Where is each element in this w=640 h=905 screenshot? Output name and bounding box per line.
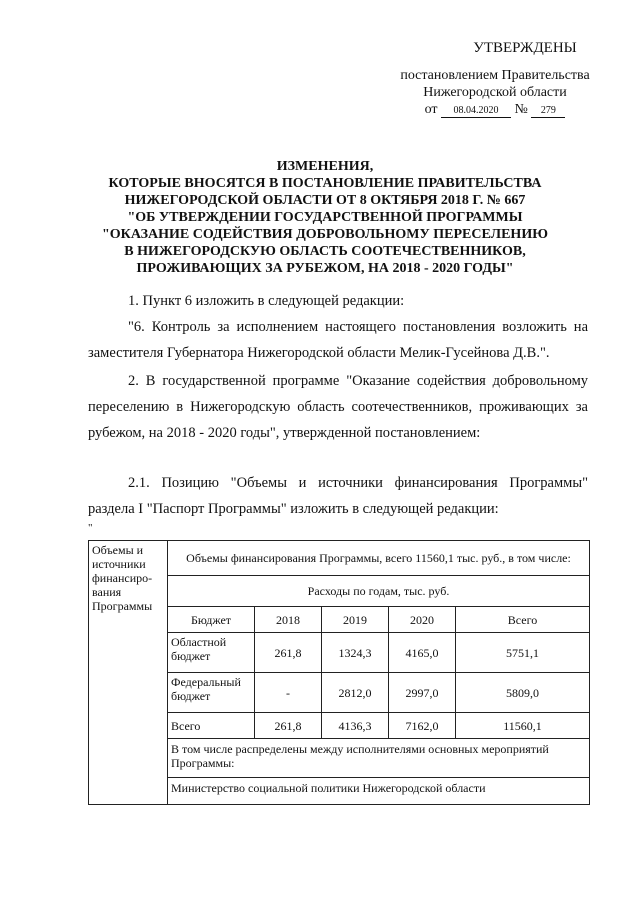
title-line: "ОБ УТВЕРЖДЕНИИ ГОСУДАРСТВЕННОЙ ПРОГРАММЫ: [127, 210, 523, 225]
paragraph-4: 2.1. Позицию "Объемы и источники финансирования Программы" раздела I "Паспорт Программы" изложить в следующей редакции:: [88, 475, 588, 517]
row-label: Федеральный бюджет: [168, 673, 255, 713]
table-note: В том числе распределены между исполнителями основных мероприятий Программы:: [168, 739, 589, 778]
opening-quote: ": [88, 522, 93, 534]
title-line: ПРОЖИВАЮЩИХ ЗА РУБЕЖОМ, НА 2018 - 2020 ГОДЫ": [136, 261, 514, 276]
column-header: 2020: [389, 607, 456, 633]
table-cell: 261,8: [255, 713, 322, 739]
table-cell: 1324,3: [322, 633, 389, 673]
table-cell: 7162,0: [389, 713, 456, 739]
table-notes: [168, 739, 590, 805]
table-cell: 2997,0: [389, 673, 456, 713]
column-header: Всего: [456, 607, 590, 633]
ministry-label: Министерство социальной политики Нижегородской области: [171, 781, 486, 795]
approval-line-2: Нижегородской области: [423, 85, 567, 100]
approval-date-line: [380, 101, 610, 118]
approval-head: УТВЕРЖДЕНЫ: [473, 40, 577, 56]
number-label: №: [514, 102, 528, 117]
document-title: [60, 158, 590, 277]
title-line: В НИЖЕГОРОДСКУЮ ОБЛАСТЬ СООТЕЧЕСТВЕННИКОВ,: [124, 244, 526, 259]
row-label: Всего: [168, 713, 255, 739]
table-cell: 4136,3: [322, 713, 389, 739]
approval-number: 279: [531, 105, 565, 118]
column-header: 2019: [322, 607, 389, 633]
table-cell: -: [255, 673, 322, 713]
row-label: Областной бюджет: [168, 633, 255, 673]
approval-block: [380, 40, 610, 118]
table-cell: 4165,0: [389, 633, 456, 673]
approval-line-1: постановлением Правительства: [400, 68, 590, 83]
table-cell: 5751,1: [456, 633, 590, 673]
from-label: от: [424, 102, 438, 117]
financing-table: [88, 540, 590, 805]
table-subheader: Расходы по годам, тыс. руб.: [168, 576, 590, 607]
title-line: "ОКАЗАНИЕ СОДЕЙСТВИЯ ДОБРОВОЛЬНОМУ ПЕРЕСЕЛЕНИЮ: [102, 227, 548, 242]
paragraph-3: 2. В государственной программе "Оказание содействия добровольному переселению в Нижегородскую область соотечественников, проживающих за рубежом, на 2018 - 2020 годы", утвержденной постановлением:: [88, 373, 588, 441]
table-cell: 2812,0: [322, 673, 389, 713]
title-line: ИЗМЕНЕНИЯ,: [276, 159, 374, 174]
table-cell: 11560,1: [456, 713, 590, 739]
table-cell: 261,8: [255, 633, 322, 673]
approval-date: 08.04.2020: [441, 105, 511, 118]
table-header: Объемы финансирования Программы, всего 11560,1 тыс. руб., в том числе:: [168, 541, 590, 576]
table-cell: 5809,0: [456, 673, 590, 713]
table-left-label: Объемы и источники финансиро-вания Программы: [89, 541, 168, 805]
title-line: НИЖЕГОРОДСКОЙ ОБЛАСТИ ОТ 8 ОКТЯБРЯ 2018 Г. № 667: [124, 193, 526, 208]
column-header: 2018: [255, 607, 322, 633]
paragraph-1: 1. Пункт 6 изложить в следующей редакции:: [128, 293, 405, 309]
title-line: КОТОРЫЕ ВНОСЯТСЯ В ПОСТАНОВЛЕНИЕ ПРАВИТЕЛЬСТВА: [108, 176, 542, 191]
column-header: Бюджет: [168, 607, 255, 633]
paragraph-2: "6. Контроль за исполнением настоящего постановления возложить на заместителя Губернатора Нижегородской области Мелик-Гусейнова Д.В.".: [88, 319, 588, 361]
